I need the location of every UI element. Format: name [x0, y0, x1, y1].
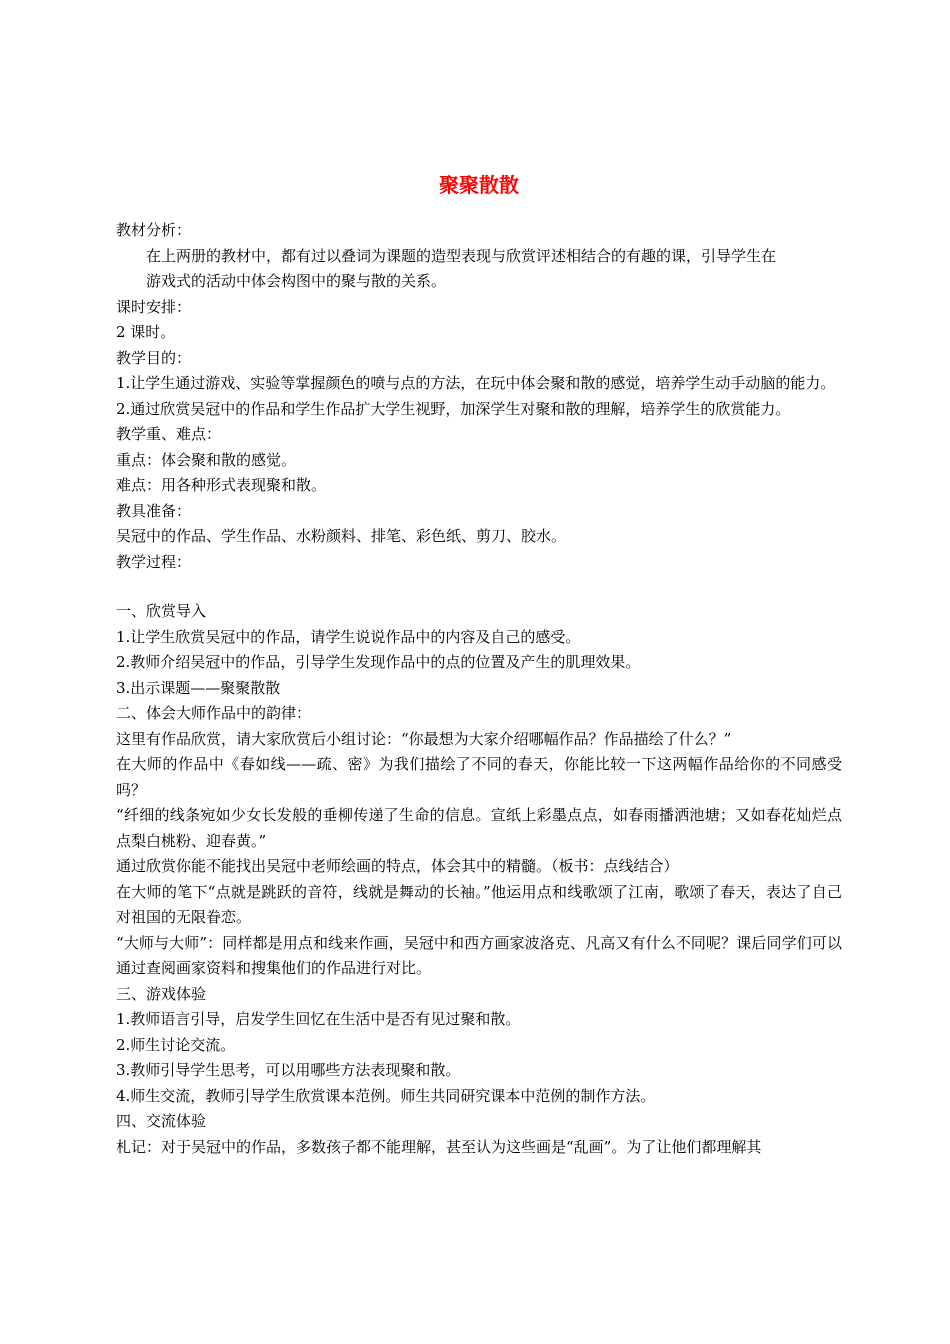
step-2-paragraph-1: 这里有作品欣赏，请大家欣赏后小组讨论：“你最想为大家介绍哪幅作品？作品描绘了什么？” — [116, 729, 732, 748]
step-2-quote: “纤细的线条宛如少女长发般的垂柳传递了生命的信息。宣纸上彩墨点点，如春雨播洒池塘；又如春花灿烂点点梨白桃粉、迎春黄。” — [116, 806, 842, 850]
step-3-item-3: 3.教师引导学生思考，可以用哪些方法表现聚和散。 — [116, 1061, 461, 1079]
difficult-point: 难点：用各种形式表现聚和散。 — [116, 476, 327, 494]
step-2-paragraph-4: 在大师的笔下“点就是跳跃的音符，线就是舞动的长袖。”他运用点和线歌颂了江南，歌颂了春天，表达了自己对祖国的无限眷恋。 — [116, 882, 842, 926]
heading-schedule: 课时安排： — [116, 297, 192, 316]
key-point: 重点：体会聚和散的感觉。 — [116, 450, 297, 469]
step-3-item-2: 2.师生讨论交流。 — [116, 1035, 236, 1054]
step-3-item-4: 4.师生交流，教师引导学生欣赏课本范例。师生共同研究课本中范例的制作方法。 — [116, 1086, 656, 1105]
objective-1: 1.让学生通过游戏、实验等掌握颜色的喷与点的方法，在玩中体会聚和散的感觉，培养学生动手动脑的能力。 — [116, 374, 836, 392]
step-4-heading: 四、交流体验 — [116, 1112, 207, 1130]
paragraph-material-analysis-cont: 游戏式的活动中体会构图中的聚与散的关系。 — [146, 272, 447, 290]
step-1-item-3: 3.出示课题——聚聚散散 — [116, 678, 281, 697]
step-2-heading: 二、体会大师作品中的韵律： — [116, 704, 312, 722]
materials-list: 吴冠中的作品、学生作品、水粉颜料、排笔、彩色纸、剪刀、胶水。 — [116, 527, 567, 545]
step-3-heading: 三、游戏体验 — [116, 984, 207, 1003]
step-2-paragraph-5: “大师与大师”：同样都是用点和线来作画，吴冠中和西方画家波洛克、凡高又有什么不同呢？课后同学们可以通过查阅画家资料和搜集他们的作品进行对比。 — [116, 933, 842, 977]
step-2-paragraph-3: 通过欣赏你能不能找出吴冠中老师绘画的特点，体会其中的精髓。（板书：点线结合） — [116, 857, 679, 875]
notes-paragraph: 札记：对于吴冠中的作品，多数孩子都不能理解，甚至认为这些画是“乱画”。为了让他们都理解其 — [116, 1137, 762, 1156]
document-title: 聚聚散散 — [439, 173, 519, 197]
document-page — [116, 170, 842, 1160]
objective-2: 2.通过欣赏吴冠中的作品和学生作品扩大学生视野，加深学生对聚和散的理解，培养学生的欣赏能力。 — [116, 399, 791, 418]
heading-process: 教学过程： — [116, 552, 192, 571]
paragraph-material-analysis: 在上两册的教材中，都有过以叠词为课题的造型表现与欣赏评述相结合的有趣的课，引导学生在 — [146, 246, 777, 265]
heading-key-points: 教学重、难点： — [116, 425, 222, 443]
step-1-item-1: 1.让学生欣赏吴冠中的作品，请学生说说作品中的内容及自己的感受。 — [116, 627, 581, 646]
step-2-paragraph-2: 在大师的作品中《春如线——疏、密》为我们描绘了不同的春天，你能比较一下这两幅作品给你的不同感受吗？ — [116, 755, 842, 799]
heading-materials: 教具准备： — [116, 501, 192, 520]
text-schedule: 2 课时。 — [116, 323, 176, 341]
step-1-heading: 一、欣赏导入 — [116, 602, 207, 620]
heading-material-analysis: 教材分析： — [116, 221, 192, 239]
heading-objectives: 教学目的： — [116, 348, 192, 367]
step-1-item-2: 2.教师介绍吴冠中的作品，引导学生发现作品中的点的位置及产生的肌理效果。 — [116, 653, 641, 671]
step-3-item-1: 1.教师语言引导，启发学生回忆在生活中是否有见过聚和散。 — [116, 1010, 521, 1028]
